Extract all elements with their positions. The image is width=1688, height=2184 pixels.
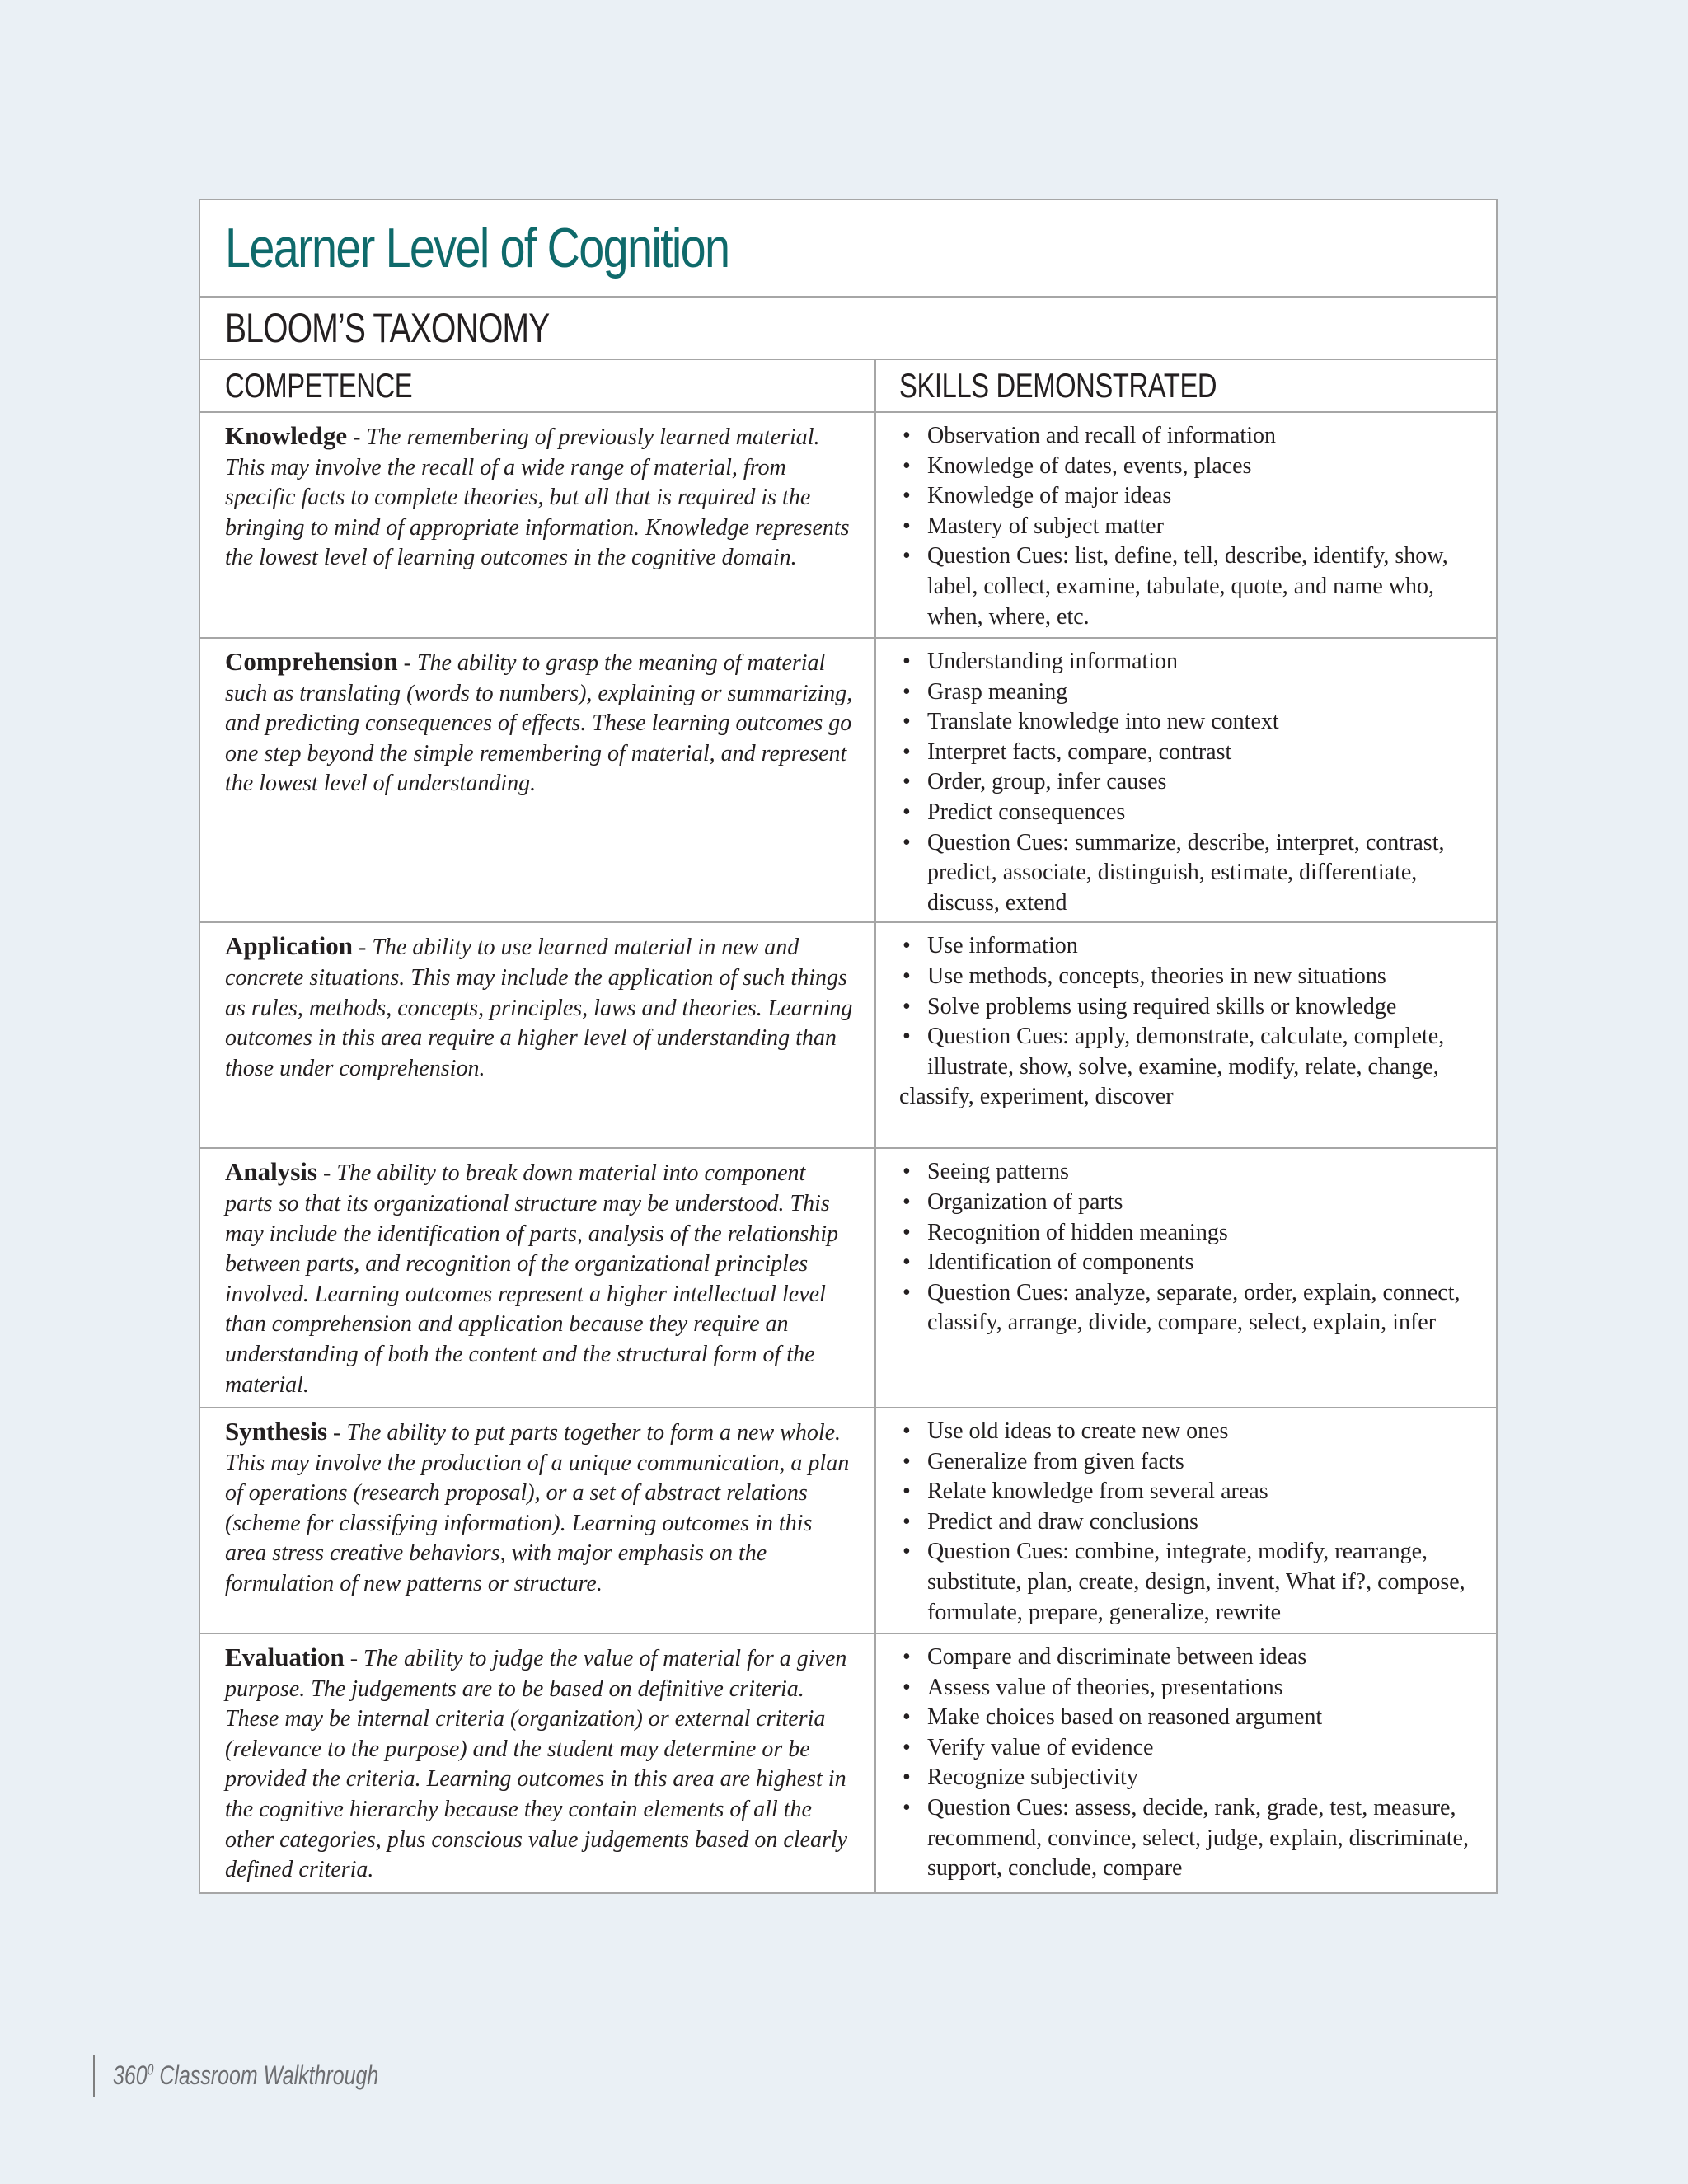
skill-item: • Predict consequences [899, 798, 1479, 828]
skill-item: • Identification of components [899, 1248, 1479, 1278]
table-row [199, 1148, 1497, 1408]
skill-item: • Use old ideas to create new ones [899, 1417, 1479, 1447]
column-header-skills: SKILLS DEMONSTRATED [899, 366, 1217, 405]
skill-item: • Solve problems using required skills or knowledge [899, 992, 1479, 1023]
column-header-competence-cell [199, 359, 875, 412]
competence-cell [199, 922, 875, 1148]
skill-item: • Question Cues: combine, integrate, modify, rearrange, substitute, plan, create, design, invent, What if?, compose, formulate, prepare, generalize, rewrite [899, 1537, 1479, 1628]
skill-item: • Question Cues: apply, demonstrate, calculate, complete, illustrate, show, solve, examine, modify, relate, change, [899, 1022, 1479, 1082]
skill-item: • Knowledge of major ideas [899, 481, 1479, 512]
skill-item: • Question Cues: assess, decide, rank, grade, test, measure, recommend, convince, select, judge, explain, discriminate, support, conclude, compare [899, 1793, 1479, 1884]
skill-item: • Verify value of evidence [899, 1733, 1479, 1764]
competence-text [225, 1643, 858, 1886]
skill-item: • Recognize subjectivity [899, 1763, 1479, 1793]
table-subtitle: BLOOM’S TAXONOMY [225, 305, 550, 351]
skill-item: • Observation and recall of information [899, 421, 1479, 452]
competence-description: The ability to grasp the meaning of material such as translating (words to numbers), explaining or summarizing, and predicting consequences of effects. These learning outcomes go one step beyond the simple remembering of material, and represent the lowest level of understanding. [225, 650, 853, 797]
footer-superscript: 0 [147, 2061, 154, 2079]
skills-cell [875, 1148, 1497, 1408]
skill-item: • Interpret facts, compare, contrast [899, 738, 1479, 768]
skill-item: • Predict and draw conclusions [899, 1507, 1479, 1538]
skills-list [899, 931, 1479, 1113]
table-row [199, 1633, 1497, 1893]
competence-name: Application [225, 931, 354, 961]
skill-item: • Make choices based on reasoned argument [899, 1703, 1479, 1733]
table-row [199, 1408, 1497, 1633]
table-row [199, 412, 1497, 638]
competence-description: The ability to judge the value of material for a given purpose. The judgements are to be based on definitive criteria. These may be internal criteria (organization) or external criteria (relevance to the purpose) and the student may determine or be provided the criteria. Learning outcomes in this area are highest in the cognitive hierarchy because they contain elements of all the other categories, plus conscious value judgements based on clearly defined criteria. [225, 1646, 848, 1883]
skills-list [899, 647, 1479, 918]
competence-description: The remembering of previously learned material. This may involve the recall of a wide range of material, from specific facts to complete theories, but all that is required is the bringing to mind of appropriate information. Knowledge represents the lowest level of learning outcomes in the cognitive domain. [225, 424, 850, 571]
skill-item: • Order, group, infer causes [899, 767, 1479, 798]
competence-text [225, 421, 858, 574]
competence-separator: - [353, 935, 373, 961]
skill-item-continuation: classify, experiment, discover [899, 1084, 1174, 1110]
table-row [199, 922, 1497, 1148]
competence-name: Knowledge [225, 421, 348, 450]
competence-name: Analysis [225, 1157, 317, 1187]
competence-cell [199, 1408, 875, 1633]
skill-item: • Question Cues: analyze, separate, order, explain, connect, classify, arrange, divide, compare, select, explain, infer [899, 1278, 1479, 1338]
competence-text [225, 647, 858, 799]
competence-cell [199, 1148, 875, 1408]
subtitle-cell [199, 297, 1497, 359]
competence-separator: - [344, 1646, 364, 1672]
skills-cell [875, 1633, 1497, 1893]
skill-item: • Use methods, concepts, theories in new situations [899, 962, 1479, 992]
blooms-taxonomy-table [199, 199, 1498, 1894]
skills-cell [875, 922, 1497, 1148]
skill-item: • Compare and discriminate between ideas [899, 1643, 1479, 1673]
competence-separator: - [327, 1420, 347, 1446]
footer-number: 360 [113, 2060, 148, 2090]
footer-label: Classroom Walkthrough [153, 2060, 379, 2090]
competence-separator: - [347, 424, 367, 450]
title-cell [199, 199, 1497, 297]
skill-item: • Grasp meaning [899, 677, 1479, 708]
column-header-skills-cell [875, 359, 1497, 412]
competence-name: Synthesis [225, 1417, 328, 1446]
competence-description: The ability to use learned material in new and concrete situations. This may include the application of such things as rules, methods, concepts, principles, laws and theories. Learning outcomes in this area require a higher level of understanding than those under comprehension. [225, 935, 853, 1081]
column-header-competence: COMPETENCE [225, 366, 413, 405]
competence-cell [199, 1633, 875, 1893]
skill-item: • Seeing patterns [899, 1157, 1479, 1188]
page-title: Learner Level of Cognition [225, 217, 729, 279]
skills-cell [875, 1408, 1497, 1633]
skills-list [899, 421, 1479, 632]
skill-item: • Question Cues: list, define, tell, describe, identify, show, label, collect, examine, tabulate, quote, and name who, when, where, etc. [899, 541, 1479, 632]
skill-item: • Generalize from given facts [899, 1447, 1479, 1478]
skill-item: • Mastery of subject matter [899, 512, 1479, 542]
competence-text [225, 1157, 858, 1400]
competence-name: Comprehension [225, 647, 398, 676]
skill-item: • Understanding information [899, 647, 1479, 677]
skill-item: • Recognition of hidden meanings [899, 1218, 1479, 1249]
skills-cell [875, 638, 1497, 922]
skill-item: • Knowledge of dates, events, places [899, 452, 1479, 482]
skill-item: • Relate knowledge from several areas [899, 1477, 1479, 1507]
skills-cell [875, 412, 1497, 638]
competence-separator: - [397, 650, 417, 676]
competence-description: The ability to break down material into component parts so that its organizational structure may be understood. This may include the identification of parts, analysis of the relationship between parts, and recognition of the organizational principles involved. Learning outcomes represent a higher intellectual level than comprehension and application because they require an understanding of both the content and the structural form of the material. [225, 1160, 838, 1398]
competence-description: The ability to put parts together to form a new whole. This may involve the production of a unique communication, a plan of operations (research proposal), or a set of abstract relations (scheme for classifying information). Learning outcomes in this area stress creative behaviors, with major emphasis on the formulation of new patterns or structure. [225, 1420, 850, 1597]
competence-cell [199, 638, 875, 922]
skill-item: • Translate knowledge into new context [899, 707, 1479, 738]
skill-item: • Question Cues: summarize, describe, interpret, contrast, predict, associate, distinguish, estimate, differentiate, discuss, extend [899, 828, 1479, 919]
competence-name: Evaluation [225, 1643, 345, 1672]
skill-item: • Assess value of theories, presentations [899, 1673, 1479, 1704]
competence-separator: - [316, 1160, 337, 1187]
skill-item: • Organization of parts [899, 1188, 1479, 1218]
skills-list [899, 1643, 1479, 1884]
page-footer [113, 2060, 378, 2091]
skills-list [899, 1157, 1479, 1338]
skill-item: • Use information [899, 931, 1479, 962]
competence-cell [199, 412, 875, 638]
table-row [199, 638, 1497, 922]
footer-divider [93, 2055, 95, 2097]
competence-text [225, 931, 858, 1084]
competence-text [225, 1417, 858, 1600]
skills-list [899, 1417, 1479, 1628]
